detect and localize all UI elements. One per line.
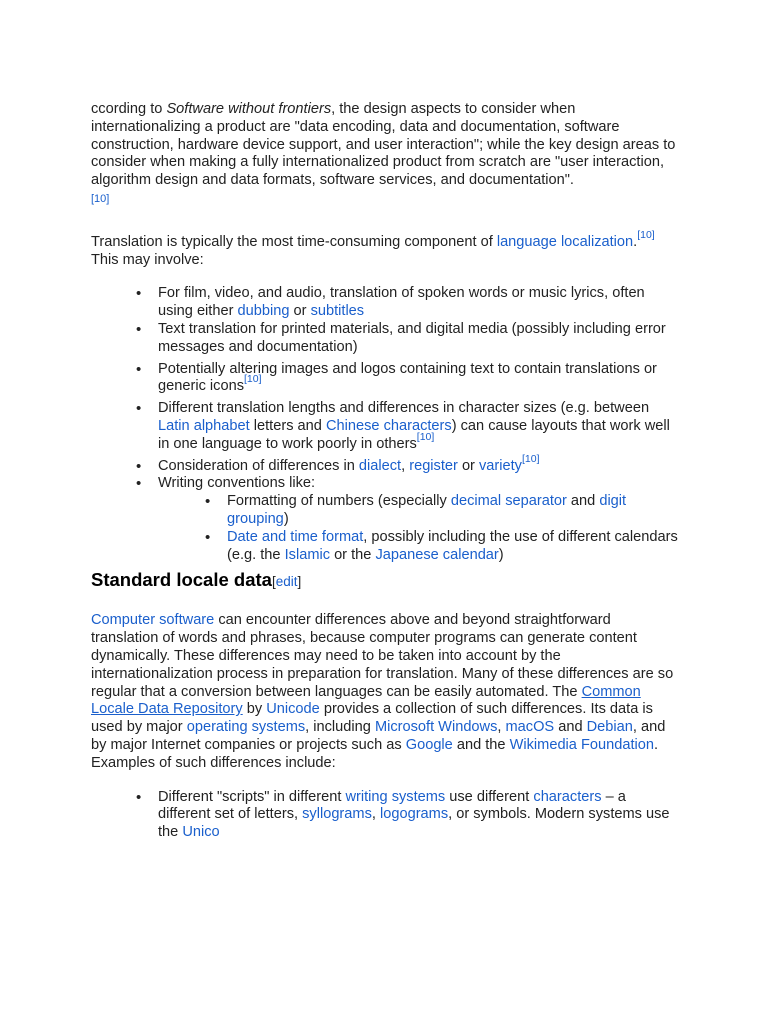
- link-latin-alphabet[interactable]: Latin alphabet: [158, 417, 250, 434]
- section-heading: [91, 568, 681, 594]
- text: ) can cause layouts that work well in one language to work poorly in others: [158, 417, 670, 452]
- link-logograms[interactable]: logograms: [379, 806, 449, 823]
- paragraph-locale-data: [91, 612, 681, 772]
- text: and the: [452, 736, 510, 753]
- bracket: [: [271, 574, 276, 590]
- edit-link[interactable]: edit: [275, 574, 298, 590]
- link-subtitles[interactable]: subtitles: [310, 303, 365, 320]
- paragraph-translation: [91, 228, 681, 270]
- text: or the: [330, 546, 376, 563]
- text: ccording to: [91, 101, 167, 117]
- link-macos[interactable]: macOS: [505, 719, 555, 736]
- list-item: [91, 452, 681, 476]
- citation-link[interactable]: [91, 190, 109, 206]
- text: Formatting of numbers (especially: [227, 493, 451, 510]
- citation-ref[interactable]: [10]: [91, 192, 110, 205]
- sublist-item: [91, 529, 681, 565]
- edit-section: [272, 574, 301, 589]
- text: .: [633, 233, 638, 250]
- text: Consideration of differences in: [158, 457, 359, 474]
- text: . Examples of such differences include:: [91, 736, 659, 771]
- text: , possibly including the use of different calendars (e.g. the: [227, 528, 678, 563]
- link-dialect[interactable]: dialect: [358, 457, 402, 474]
- link-language-localization[interactable]: language localization: [496, 233, 634, 250]
- link-characters[interactable]: characters: [533, 788, 602, 805]
- link-islamic[interactable]: Islamic: [284, 546, 331, 563]
- emphasis-book-title: Software without frontiers: [166, 101, 332, 117]
- text: ,: [401, 457, 410, 474]
- list-item: [91, 321, 681, 357]
- text: , the design aspects to consider when internationalizing a product are "data encoding, data and documentation, software construction, hardware device support, and user interaction"; while the key design areas to consider when making a fully internationalized product from scratch are "user interaction, algorithm design and data formats, software services, and documentation".: [91, 101, 676, 189]
- link-variety[interactable]: variety: [478, 457, 522, 474]
- text: Different "scripts" in different: [158, 788, 346, 805]
- text: , including: [305, 719, 375, 736]
- link-google[interactable]: Google: [405, 736, 453, 753]
- citation-ref[interactable]: [10]: [244, 373, 262, 386]
- link-register[interactable]: register: [409, 457, 458, 474]
- link-date-and-time-format[interactable]: Date and time format: [227, 528, 364, 545]
- link-digit-grouping[interactable]: digit grouping: [227, 493, 627, 527]
- sublist-item: [91, 493, 681, 529]
- link-syllograms[interactable]: syllograms: [302, 806, 372, 823]
- list-item: [91, 285, 681, 321]
- link-unicode[interactable]: Unicode: [266, 701, 320, 718]
- text: This may involve:: [91, 251, 204, 268]
- link-japanese-calendar[interactable]: Japanese calendar: [375, 546, 499, 563]
- citation-ref[interactable]: [10]: [416, 430, 435, 443]
- list-item: [91, 400, 681, 453]
- link-decimal-separator[interactable]: decimal separator: [450, 493, 567, 510]
- text: and: [554, 719, 587, 736]
- text: use different: [445, 788, 534, 805]
- text: Text translation for printed materials, and digital media (possibly including error messages and documentation): [158, 320, 666, 355]
- paragraph-internationalization-design: [91, 101, 681, 208]
- text: or: [457, 457, 479, 474]
- locale-differences-list: [91, 789, 681, 842]
- link-common-locale-data-repository[interactable]: Common Locale Data Repository: [91, 683, 641, 718]
- list-item: [91, 475, 681, 564]
- text: and: [566, 493, 600, 510]
- link-microsoft-windows[interactable]: Microsoft Windows: [374, 719, 498, 736]
- text: by: [242, 701, 267, 718]
- text: can encounter differences above and beyond straightforward translation of words and phrases, because computer programs can generate content dynamically. These differences may need to be taken into account by the internationalization process in preparation for translation. Many of these differences are so regular that a conversion between languages can be easily automated. The: [91, 612, 674, 700]
- text: ,: [497, 719, 506, 736]
- citation-ref[interactable]: [10]: [521, 452, 540, 465]
- link-writing-systems[interactable]: writing systems: [345, 788, 446, 805]
- link-unicode-truncated[interactable]: Unico: [182, 824, 220, 841]
- text: , and by major Internet companies or projects such as: [91, 719, 666, 753]
- text: Different translation lengths and differences in character sizes (e.g. between: [158, 400, 650, 417]
- citation-ref[interactable]: [10]: [637, 228, 655, 241]
- link-computer-software[interactable]: Computer software: [91, 612, 215, 629]
- link-operating-systems[interactable]: operating systems: [186, 719, 306, 736]
- text: or: [289, 303, 311, 320]
- text: ,: [371, 806, 380, 823]
- text: letters and: [249, 417, 326, 434]
- article-body: [91, 101, 681, 842]
- text: Translation is typically the most time-consuming component of: [91, 233, 497, 250]
- text: , or symbols. Modern systems use the: [158, 806, 670, 841]
- text: provides a collection of such differences. Its data is used by major: [91, 701, 653, 736]
- list-item: [91, 789, 681, 842]
- text: Writing conventions like:: [158, 475, 316, 492]
- writing-conventions-sublist: [91, 493, 681, 564]
- text: Potentially altering images and logos containing text to contain translations or generic icons: [158, 360, 657, 395]
- text: ): [283, 510, 289, 527]
- bracket: ]: [297, 574, 302, 590]
- text: – a different set of letters,: [158, 788, 626, 823]
- heading-title: Standard locale data: [91, 569, 272, 591]
- text: For film, video, and audio, translation of spoken words or music lyrics, often using either: [158, 285, 645, 320]
- translation-considerations-list: [91, 285, 681, 564]
- link-dubbing[interactable]: dubbing: [237, 303, 290, 320]
- link-wikimedia-foundation[interactable]: Wikimedia Foundation: [509, 736, 654, 753]
- list-item: [91, 361, 681, 397]
- link-chinese-characters[interactable]: Chinese characters: [325, 417, 452, 434]
- text: ): [498, 546, 504, 563]
- link-debian[interactable]: Debian: [586, 719, 633, 736]
